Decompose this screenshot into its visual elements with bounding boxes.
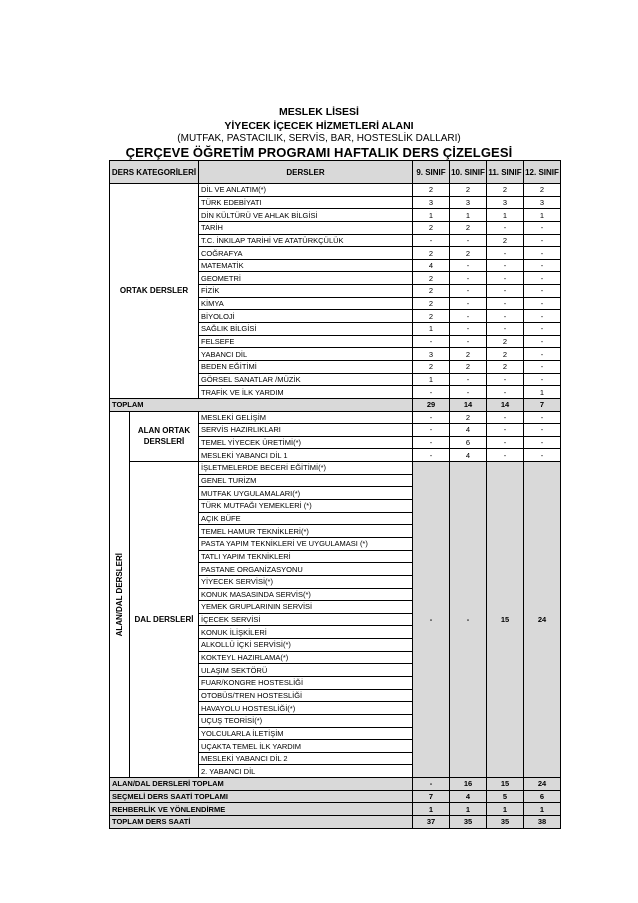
hours-cell: - bbox=[487, 297, 524, 310]
summary-cell: 4 bbox=[450, 790, 487, 803]
course-name: TEMEL YİYECEK ÜRETİMİ(*) bbox=[199, 436, 413, 449]
course-name: SERVİS HAZIRLIKLARI bbox=[199, 424, 413, 437]
hours-cell: - bbox=[450, 373, 487, 386]
hours-cell: 1 bbox=[413, 373, 450, 386]
course-name: GÖRSEL SANATLAR /MÜZİK bbox=[199, 373, 413, 386]
course-name: KONUK İLİŞKİLERİ bbox=[199, 626, 413, 639]
schedule-title: ÇERÇEVE ÖĞRETİM PROGRAMI HAFTALIK DERS ÇİZELGESİ bbox=[125, 145, 513, 160]
table-row bbox=[110, 184, 561, 197]
summary-cell: 1 bbox=[487, 803, 524, 816]
hours-cell: - bbox=[487, 424, 524, 437]
course-name: HAVAYOLU HOSTESLİĞİ(*) bbox=[199, 702, 413, 715]
summary-row bbox=[110, 816, 561, 829]
branch-hours-cell: 15 bbox=[487, 462, 524, 778]
total-row bbox=[110, 398, 561, 411]
hours-cell: - bbox=[450, 297, 487, 310]
hours-cell: - bbox=[524, 335, 561, 348]
hours-cell: 3 bbox=[487, 196, 524, 209]
course-name: YEMEK GRUPLARININ SERVİSİ bbox=[199, 601, 413, 614]
hours-cell: 2 bbox=[487, 335, 524, 348]
course-name: T.C. İNKILAP TARİHİ VE ATATÜRKÇÜLÜK bbox=[199, 234, 413, 247]
summary-cell: 38 bbox=[524, 816, 561, 829]
hours-cell: 2 bbox=[413, 247, 450, 260]
branch-hours-cell: 24 bbox=[524, 462, 561, 778]
hours-cell: 2 bbox=[413, 184, 450, 197]
course-name: BİYOLOJİ bbox=[199, 310, 413, 323]
hours-cell: - bbox=[487, 272, 524, 285]
hours-cell: - bbox=[413, 424, 450, 437]
summary-cell: 37 bbox=[413, 816, 450, 829]
hours-cell: 1 bbox=[524, 386, 561, 399]
table-row bbox=[110, 462, 561, 475]
header-grade: 9. SINIF bbox=[413, 161, 450, 184]
header-grade: 12. SINIF bbox=[524, 161, 561, 184]
course-name: YABANCI DİL bbox=[199, 348, 413, 361]
course-name: SAĞLIK BİLGİSİ bbox=[199, 323, 413, 336]
course-name: PASTANE ORGANİZASYONU bbox=[199, 563, 413, 576]
hours-cell: - bbox=[450, 234, 487, 247]
branch-hours-cell: - bbox=[450, 462, 487, 778]
summary-cell: 1 bbox=[524, 803, 561, 816]
field-vertical-label: ALAN/DAL DERSLERİ bbox=[115, 552, 124, 637]
hours-cell: - bbox=[487, 221, 524, 234]
hours-cell: 3 bbox=[413, 196, 450, 209]
summary-label: ALAN/DAL DERSLERİ TOPLAM bbox=[110, 778, 413, 791]
hours-cell: - bbox=[450, 272, 487, 285]
course-name: KONUK MASASINDA SERVİS(*) bbox=[199, 588, 413, 601]
hours-cell: 2 bbox=[413, 360, 450, 373]
hours-cell: - bbox=[524, 285, 561, 298]
table-row bbox=[110, 411, 561, 424]
header-grade: 10. SINIF bbox=[450, 161, 487, 184]
hours-cell: 2 bbox=[524, 184, 561, 197]
course-name: TÜRK EDEBİYATI bbox=[199, 196, 413, 209]
hours-cell: 2 bbox=[450, 184, 487, 197]
course-name: 2. YABANCI DİL bbox=[199, 765, 413, 778]
course-name: DİN KÜLTÜRÜ VE AHLAK BİLGİSİ bbox=[199, 209, 413, 222]
hours-cell: - bbox=[413, 335, 450, 348]
hours-cell: - bbox=[524, 424, 561, 437]
hours-cell: - bbox=[524, 234, 561, 247]
total-cell: 14 bbox=[450, 398, 487, 411]
hours-cell: - bbox=[524, 323, 561, 336]
hours-cell: - bbox=[524, 310, 561, 323]
header-category: DERS KATEGORİLERİ bbox=[110, 161, 199, 184]
course-name: TATLI YAPIM TEKNİKLERİ bbox=[199, 550, 413, 563]
hours-cell: 2 bbox=[487, 348, 524, 361]
course-name: GENEL TURİZM bbox=[199, 474, 413, 487]
hours-cell: - bbox=[487, 259, 524, 272]
hours-cell: 1 bbox=[413, 209, 450, 222]
course-name: UÇUŞ TEORİSİ(*) bbox=[199, 714, 413, 727]
summary-cell: 6 bbox=[524, 790, 561, 803]
hours-cell: 2 bbox=[450, 411, 487, 424]
course-name: TARİH bbox=[199, 221, 413, 234]
hours-cell: 2 bbox=[413, 297, 450, 310]
course-name: PASTA YAPIM TEKNİKLERİ VE UYGULAMASI (*) bbox=[199, 537, 413, 550]
total-cell: 29 bbox=[413, 398, 450, 411]
hours-cell: - bbox=[524, 411, 561, 424]
hours-cell: 4 bbox=[450, 424, 487, 437]
hours-cell: - bbox=[524, 449, 561, 462]
course-name: ULAŞIM SEKTÖRÜ bbox=[199, 664, 413, 677]
branches-subtitle: (MUTFAK, PASTACILIK, SERVİS, BAR, HOSTESLİK DALLARI) bbox=[177, 133, 461, 144]
hours-cell: - bbox=[413, 436, 450, 449]
hours-cell: 2 bbox=[413, 272, 450, 285]
hours-cell: - bbox=[450, 310, 487, 323]
course-name: COĞRAFYA bbox=[199, 247, 413, 260]
hours-cell: 2 bbox=[413, 285, 450, 298]
course-name: TÜRK MUTFAĞI YEMEKLERİ (*) bbox=[199, 500, 413, 513]
course-name: YOLCULARLA İLETİŞİM bbox=[199, 727, 413, 740]
hours-cell: - bbox=[524, 297, 561, 310]
hours-cell: 3 bbox=[524, 196, 561, 209]
course-name: YİYECEK SERVİSİ(*) bbox=[199, 575, 413, 588]
course-name: UÇAKTA TEMEL İLK YARDIM bbox=[199, 740, 413, 753]
hours-cell: - bbox=[524, 272, 561, 285]
course-name: İŞLETMELERDE BECERİ EĞİTİMİ(*) bbox=[199, 462, 413, 475]
field-common-label: ALAN ORTAK DERSLERİ bbox=[130, 411, 199, 462]
hours-cell: - bbox=[524, 373, 561, 386]
hours-cell: 1 bbox=[487, 209, 524, 222]
hours-cell: - bbox=[413, 386, 450, 399]
summary-cell: - bbox=[413, 778, 450, 791]
hours-cell: - bbox=[524, 436, 561, 449]
hours-cell: 2 bbox=[413, 310, 450, 323]
hours-cell: 3 bbox=[413, 348, 450, 361]
summary-label: REHBERLİK VE YÖNLENDİRME bbox=[110, 803, 413, 816]
total-cell: 14 bbox=[487, 398, 524, 411]
hours-cell: - bbox=[524, 221, 561, 234]
hours-cell: - bbox=[524, 360, 561, 373]
header-grade: 11. SINIF bbox=[487, 161, 524, 184]
hours-cell: 2 bbox=[487, 360, 524, 373]
summary-row bbox=[110, 790, 561, 803]
course-name: TEMEL HAMUR TEKNİKLERİ(*) bbox=[199, 525, 413, 538]
course-name: BEDEN EĞİTİMİ bbox=[199, 360, 413, 373]
summary-label: SEÇMELİ DERS SAATİ TOPLAMI bbox=[110, 790, 413, 803]
total-cell: 7 bbox=[524, 398, 561, 411]
summary-row bbox=[110, 778, 561, 791]
school-title: MESLEK LİSESİ bbox=[279, 106, 359, 118]
course-name: MESLEKİ YABANCI DİL 1 bbox=[199, 449, 413, 462]
hours-cell: - bbox=[450, 335, 487, 348]
header-row bbox=[110, 161, 561, 184]
hours-cell: - bbox=[487, 436, 524, 449]
hours-cell: 1 bbox=[413, 323, 450, 336]
summary-cell: 1 bbox=[450, 803, 487, 816]
hours-cell: - bbox=[487, 323, 524, 336]
course-name: KOKTEYL HAZIRLAMA(*) bbox=[199, 651, 413, 664]
hours-cell: 2 bbox=[413, 221, 450, 234]
hours-cell: - bbox=[413, 234, 450, 247]
hours-cell: - bbox=[487, 386, 524, 399]
hours-cell: 2 bbox=[487, 234, 524, 247]
summary-cell: 16 bbox=[450, 778, 487, 791]
hours-cell: - bbox=[524, 259, 561, 272]
course-name: DİL VE ANLATIM(*) bbox=[199, 184, 413, 197]
course-name: AÇIK BÜFE bbox=[199, 512, 413, 525]
course-name: İÇECEK SERVİSİ bbox=[199, 613, 413, 626]
hours-cell: - bbox=[450, 259, 487, 272]
course-name: MATEMATİK bbox=[199, 259, 413, 272]
field-vertical-label-cell bbox=[110, 411, 130, 778]
hours-cell: 2 bbox=[450, 247, 487, 260]
hours-cell: - bbox=[413, 411, 450, 424]
field-title: YİYECEK İÇECEK HİZMETLERİ ALANI bbox=[224, 120, 414, 132]
common-courses-label: ORTAK DERSLER bbox=[110, 184, 199, 399]
course-name: OTOBÜS/TREN HOSTESLİĞİ bbox=[199, 689, 413, 702]
hours-cell: - bbox=[487, 449, 524, 462]
hours-cell: 4 bbox=[450, 449, 487, 462]
course-name: FELSEFE bbox=[199, 335, 413, 348]
hours-cell: - bbox=[450, 323, 487, 336]
curriculum-table bbox=[109, 160, 561, 829]
course-name: MESLEKİ YABANCI DİL 2 bbox=[199, 752, 413, 765]
summary-label: TOPLAM DERS SAATİ bbox=[110, 816, 413, 829]
hours-cell: 4 bbox=[413, 259, 450, 272]
course-name: GEOMETRİ bbox=[199, 272, 413, 285]
course-name: FİZİK bbox=[199, 285, 413, 298]
summary-cell: 1 bbox=[413, 803, 450, 816]
hours-cell: - bbox=[487, 373, 524, 386]
hours-cell: 2 bbox=[487, 184, 524, 197]
summary-cell: 35 bbox=[487, 816, 524, 829]
total-label: TOPLAM bbox=[110, 398, 413, 411]
hours-cell: - bbox=[487, 411, 524, 424]
summary-row bbox=[110, 803, 561, 816]
header-courses: DERSLER bbox=[199, 161, 413, 184]
summary-cell: 7 bbox=[413, 790, 450, 803]
branch-courses-label: DAL DERSLERİ bbox=[130, 462, 199, 778]
hours-cell: - bbox=[487, 310, 524, 323]
branch-hours-cell: - bbox=[413, 462, 450, 778]
summary-cell: 5 bbox=[487, 790, 524, 803]
summary-cell: 35 bbox=[450, 816, 487, 829]
course-name: MESLEKİ GELİŞİM bbox=[199, 411, 413, 424]
hours-cell: - bbox=[450, 285, 487, 298]
hours-cell: 2 bbox=[450, 221, 487, 234]
hours-cell: 1 bbox=[450, 209, 487, 222]
hours-cell: - bbox=[524, 247, 561, 260]
hours-cell: 3 bbox=[450, 196, 487, 209]
course-name: FUAR/KONGRE HOSTESLİĞİ bbox=[199, 676, 413, 689]
summary-cell: 24 bbox=[524, 778, 561, 791]
hours-cell: 2 bbox=[450, 360, 487, 373]
hours-cell: - bbox=[487, 247, 524, 260]
hours-cell: 2 bbox=[450, 348, 487, 361]
summary-cell: 15 bbox=[487, 778, 524, 791]
hours-cell: - bbox=[487, 285, 524, 298]
hours-cell: - bbox=[524, 348, 561, 361]
hours-cell: 1 bbox=[524, 209, 561, 222]
course-name: ALKOLLÜ İÇKİ SERVİSİ(*) bbox=[199, 639, 413, 652]
hours-cell: - bbox=[450, 386, 487, 399]
course-name: MUTFAK UYGULAMALARI(*) bbox=[199, 487, 413, 500]
hours-cell: - bbox=[413, 449, 450, 462]
course-name: KİMYA bbox=[199, 297, 413, 310]
course-name: TRAFİK VE İLK YARDIM bbox=[199, 386, 413, 399]
hours-cell: 6 bbox=[450, 436, 487, 449]
